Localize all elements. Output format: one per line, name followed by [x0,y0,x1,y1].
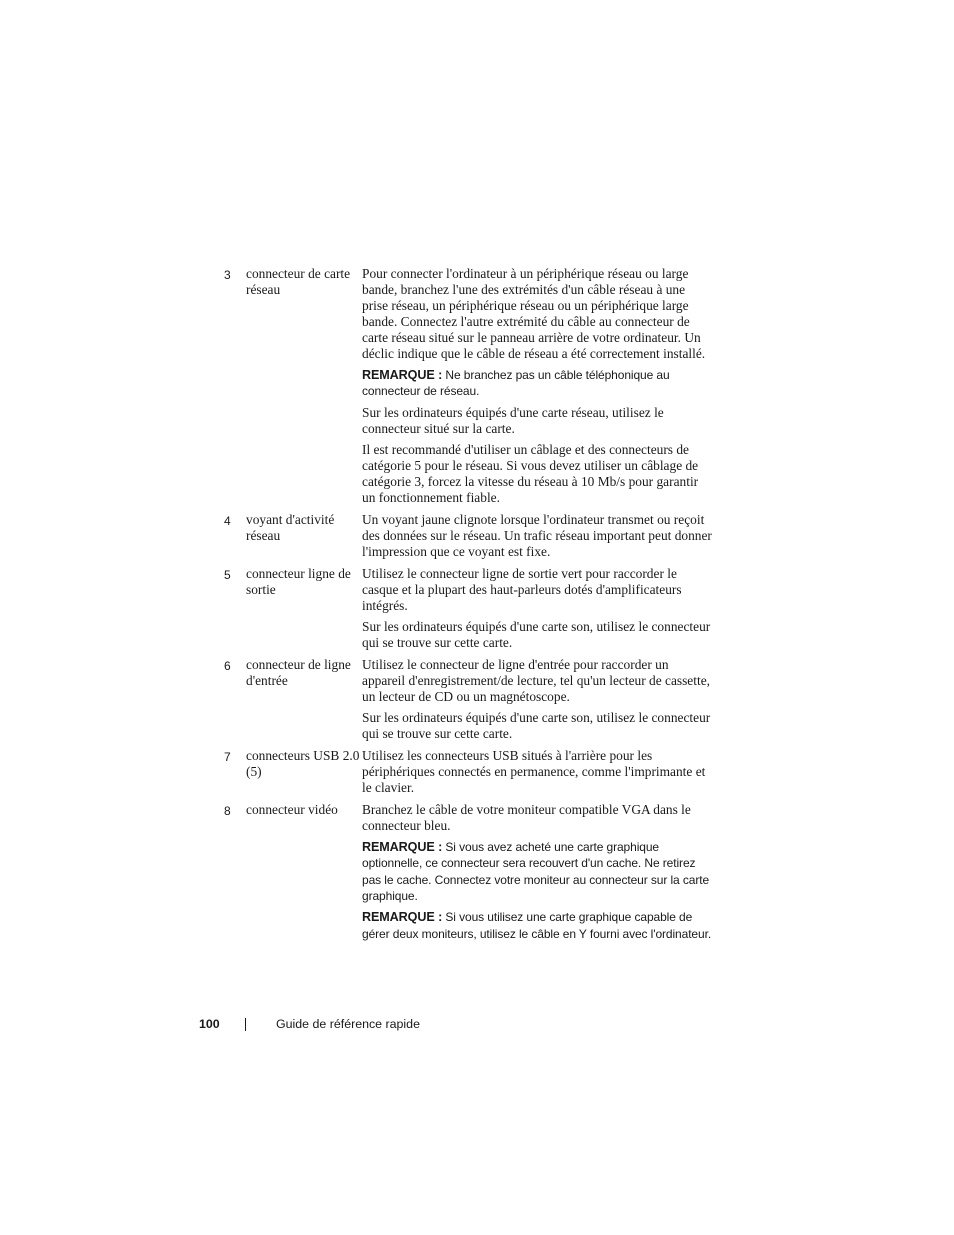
item-number: 3 [224,268,231,282]
item-description [362,657,714,742]
description-paragraph: Il est recommandé d'utiliser un câblage et des connecteurs de catégorie 5 pour le réseau. Si vous devez utiliser un câblage de catégorie 3, forcez la vitesse du réseau à 10 Mb/s pour garantir un fonctionnement fiable. [362,441,699,505]
item-description [362,566,714,651]
note-paragraph [362,367,714,400]
item-number: 5 [224,567,231,582]
description-paragraph: Utilisez le connecteur de ligne d'entrée pour raccorder un appareil d'enregistrement/de lecture, tel qu'un lecteur de cassette, un lecteur de CD ou un magnétoscope. [362,656,710,704]
page-number: 100 [199,1017,220,1031]
item-number: 6 [224,658,231,673]
table-row [224,802,714,947]
description-paragraph: Utilisez le connecteur ligne de sortie vert pour raccorder le casque et la plupart des haut-parleurs dotés d'amplificateurs intégrés. [362,565,682,613]
note-paragraph [362,909,714,942]
connector-table [224,266,714,953]
note-paragraph [362,839,714,905]
item-number: 7 [224,749,231,764]
table-row [224,512,714,560]
item-label: connecteur vidéo [246,801,338,817]
description-paragraph: Pour connecter l'ordinateur à un périphérique réseau ou large bande, branchez l'une des extrémités d'un câble réseau à une prise réseau, un périphérique réseau ou un périphérique large bande. Connectez l'autre extrémité du câble au connecteur de carte réseau situé sur le panneau arrière de votre ordinateur. Un déclic indique que le câble de réseau a été correctement installé. [362,266,706,361]
item-description [362,266,714,506]
footer-title: Guide de référence rapide [276,1017,420,1031]
note-label: REMARQUE : [362,368,443,382]
description-paragraph: Sur les ordinateurs équipés d'une carte son, utilisez le connecteur qui se trouve sur cette carte. [362,709,711,741]
item-label: connecteur de carte réseau [246,266,351,297]
description-paragraph: Sur les ordinateurs équipés d'une carte son, utilisez le connecteur qui se trouve sur cette carte. [362,618,711,650]
note-text: Ne branchez pas un câble téléphonique au connecteur de réseau. [362,368,670,399]
item-number: 4 [224,513,231,528]
item-label: connecteurs USB 2.0 (5) [246,747,360,779]
description-paragraph: Utilisez les connecteurs USB situés à l'arrière pour les périphériques connectés en permanence, comme l'imprimante et le clavier. [362,747,706,795]
item-label: connecteur de ligne d'entrée [246,656,351,688]
table-row [224,657,714,742]
note-text: Si vous utilisez une carte graphique capable de gérer deux moniteurs, utilisez le câble en Y fourni avec l'ordinateur. [362,910,712,941]
note-label: REMARQUE : [362,839,443,854]
item-description [362,748,714,796]
description-paragraph: Branchez le câble de votre moniteur compatible VGA dans le connecteur bleu. [362,801,691,833]
note-label: REMARQUE : [362,910,443,925]
item-description [362,512,714,560]
item-description [362,802,714,947]
footer-separator [245,1018,246,1031]
item-label: voyant d'activité réseau [246,511,335,543]
table-row [224,266,714,506]
item-label: connecteur ligne de sortie [246,565,351,597]
item-number: 8 [224,803,231,818]
page-footer [199,1015,420,1033]
note-text: Si vous avez acheté une carte graphique optionnelle, ce connecteur sera recouvert d'un cache. Ne retirez pas le cache. Connectez votre moniteur au connecteur sur la carte graphique. [362,839,710,904]
description-paragraph: Sur les ordinateurs équipés d'une carte réseau, utilisez le connecteur situé sur la carte. [362,404,664,436]
table-row [224,566,714,651]
description-paragraph: Un voyant jaune clignote lorsque l'ordinateur transmet ou reçoit des données sur le réseau. Un trafic réseau important peut donner l'impression que ce voyant est fixe. [362,511,712,559]
table-row [224,748,714,796]
